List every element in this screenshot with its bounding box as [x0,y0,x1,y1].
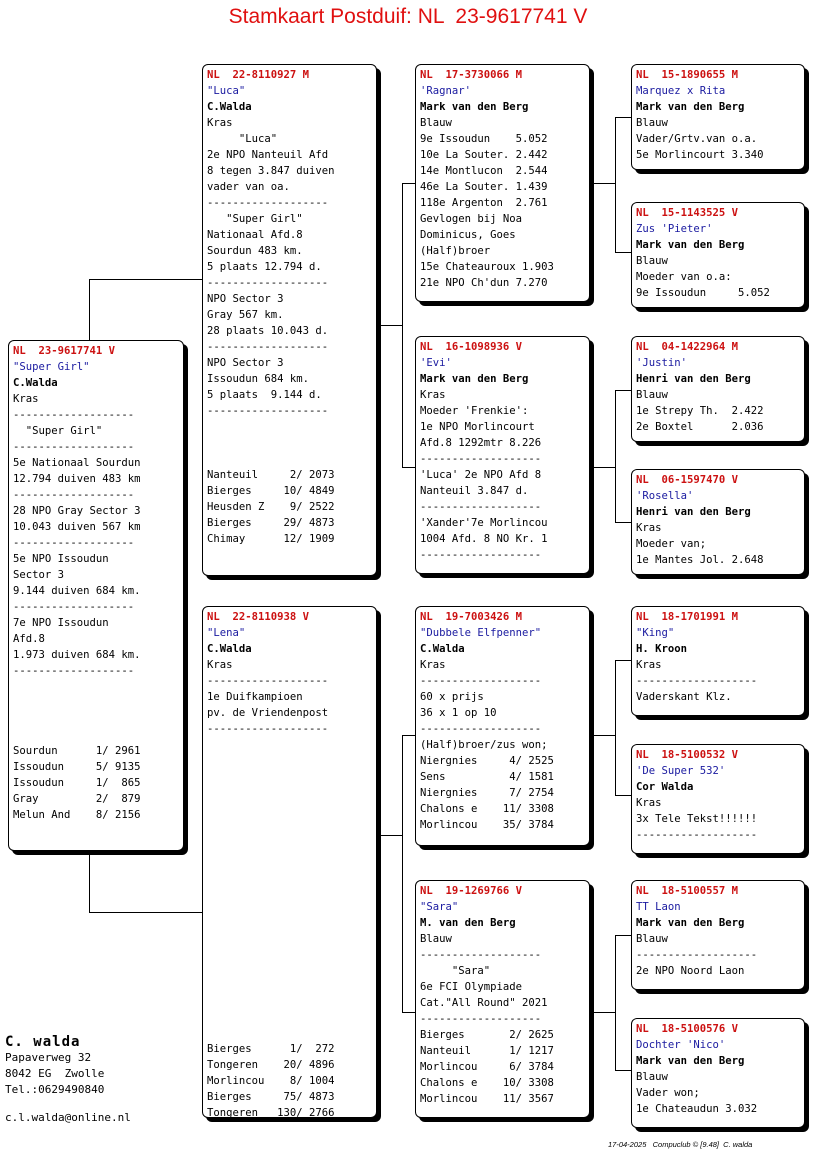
info-line: 9e Issoudun 5.052 [636,287,770,299]
info-line [207,753,372,769]
pigeon-name: "Luca" [207,85,246,97]
info-line: 60 x prijs [420,691,484,703]
breeder-name: Henri van den Berg [636,506,751,518]
info-line: Gevlogen bij Noa [420,213,523,225]
info-line: "Super Girl" [13,425,103,437]
page-title: Stamkaart Postduif: NL 23-9617741 V [228,5,588,28]
info-line [207,785,372,801]
owner-phone: Tel.:0629490840 [5,1083,105,1096]
info-line: 5 plaats 12.794 d. [207,261,322,273]
info-line: Kras [207,659,233,671]
pigeon-card-fmm [631,469,805,575]
info-line [207,977,372,993]
info-line: Kras [636,797,662,809]
info-line: Moeder van o.a: [636,271,732,283]
info-line: Gray 2/ 879 [13,793,141,805]
info-line: Sector 3 [13,569,65,581]
info-line: Blauw [420,933,452,945]
info-line: 2e NPO Nanteuil Afd [207,149,329,161]
info-line [207,737,372,753]
info-line: 6e FCI Olympiade [420,981,523,993]
info-line: 118e Argenton 2.761 [420,197,548,209]
info-line [207,913,372,929]
breeder-name: Mark van den Berg [420,373,529,385]
ring-number: NL 18-5100576 V [636,1023,739,1035]
owner-street: Papaverweg 32 [5,1051,92,1064]
info-line: ------------------- [420,549,542,561]
info-line: Kras [636,522,662,534]
ring-number: NL 15-1890655 M [636,69,739,81]
info-line: Dominicus, Goes [420,229,516,241]
info-line: "Super Girl" [207,213,303,225]
info-line [207,1025,372,1041]
info-line [13,679,179,695]
breeder-name: H. Kroon [636,643,688,655]
info-line: 1.973 duiven 684 km. [13,649,141,661]
breeder-name: Mark van den Berg [636,917,745,929]
owner-name: C. walda [5,1034,81,1050]
ring-number: NL 15-1143525 V [636,207,739,219]
info-line [207,1009,372,1025]
info-line: ------------------- [420,453,542,465]
info-line: 9.144 duiven 684 km. [13,585,141,597]
pigeon-name: Dochter 'Nico' [636,1039,726,1051]
info-line: Vader/Grtv.van o.a. [636,133,758,145]
footer-credit: 17-04-2025 Compuclub © [9.48] C. walda [608,1140,753,1149]
pigeon-card-father-mother [415,336,590,574]
info-line: ------------------- [420,949,542,961]
info-line: Kras [636,659,662,671]
info-line: Nanteuil 3.847 d. [420,485,529,497]
info-line: 9e Issoudun 5.052 [420,133,548,145]
info-line: "Luca" [207,133,278,145]
info-line: 5e NPO Issoudun [13,553,109,565]
info-line [207,769,372,785]
info-line: ------------------- [13,409,135,421]
info-line: Issoudun 5/ 9135 [13,761,141,773]
info-line: Niergnies 4/ 2525 [420,755,554,767]
info-line: Afd.8 1292mtr 8.226 [420,437,542,449]
pigeon-card-father [202,64,377,576]
breeder-name: Mark van den Berg [636,1055,745,1067]
info-line: ------------------- [636,829,758,841]
ring-number: NL 19-7003426 M [420,611,523,623]
info-line: Niergnies 7/ 2754 [420,787,554,799]
breeder-name: C.Walda [207,643,252,655]
pigeon-card-subject [8,340,184,851]
info-line: 21e NPO Ch'dun 7.270 [420,277,548,289]
info-line: 28 plaats 10.043 d. [207,325,329,337]
info-line: 5 plaats 9.144 d. [207,389,322,401]
pigeon-name: Marquez x Rita [636,85,726,97]
pigeon-card-fff [631,64,805,170]
info-line: ------------------- [207,675,329,687]
ring-number: NL 16-1098936 V [420,341,523,353]
ring-number: NL 23-9617741 V [13,345,116,357]
info-line: Issoudun 684 km. [207,373,310,385]
breeder-name: C.Walda [420,643,465,655]
ring-number: NL 19-1269766 V [420,885,523,897]
info-line [207,817,372,833]
info-line: NPO Sector 3 [207,357,284,369]
info-line: ------------------- [13,441,135,453]
pigeon-name: TT Laon [636,901,681,913]
info-line: (Half)broer [420,245,491,257]
info-line: 1e Duifkampioen [207,691,303,703]
info-line: ------------------- [207,197,329,209]
info-line: 28 NPO Gray Sector 3 [13,505,141,517]
info-line: Melun And 8/ 2156 [13,809,141,821]
pigeon-card-mmf [631,880,805,990]
info-line: Chimay 12/ 1909 [207,533,335,545]
info-line: Bierges 75/ 4873 [207,1091,335,1103]
info-line [207,897,372,913]
info-line: "Sara" [420,965,491,977]
info-line [207,881,372,897]
ring-number: NL 06-1597470 V [636,474,739,486]
info-line: Blauw [636,389,668,401]
pigeon-card-mfm [631,744,805,854]
pigeon-name: 'Justin' [636,357,688,369]
info-line: Tongeren 130/ 2766 [207,1107,335,1118]
info-line: 3x Tele Tekst!!!!!! [636,813,758,825]
info-line [207,451,372,467]
pigeon-name: 'Evi' [420,357,452,369]
info-line: Morlincou 35/ 3784 [420,819,554,831]
info-line: ------------------- [636,675,758,687]
info-line: ------------------- [636,949,758,961]
info-line [13,695,179,711]
info-line: 2e NPO Noord Laon [636,965,745,977]
pigeon-card-mother [202,606,377,1118]
pigeon-card-mother-mother [415,880,590,1118]
info-line: Bierges 1/ 272 [207,1043,335,1055]
pigeon-card-mother-father [415,606,590,846]
info-line: Moeder 'Frenkie': [420,405,529,417]
info-line: Vaderskant Klz. [636,691,732,703]
info-line [13,727,179,743]
info-line: Sourdun 1/ 2961 [13,745,141,757]
info-line: 5e Nationaal Sourdun [13,457,141,469]
info-line: (Half)broer/zus won; [420,739,548,751]
info-line [207,849,372,865]
owner-city: 8042 EG Zwolle [5,1067,105,1080]
info-line: Chalons e 11/ 3308 [420,803,554,815]
breeder-name: Mark van den Berg [420,101,529,113]
breeder-name: Mark van den Berg [636,101,745,113]
info-line: vader van oa. [207,181,290,193]
info-line: Kras [420,659,446,671]
info-line: Kras [207,117,233,129]
owner-block [5,1034,131,1126]
pigeon-name: "King" [636,627,675,639]
pigeon-name: "Super Girl" [13,361,90,373]
info-line: 1e NPO Morlincourt [420,421,535,433]
pigeon-name: 'Rosella' [636,490,694,502]
pigeon-card-fmf [631,336,805,442]
info-line [13,711,179,727]
info-line [207,801,372,817]
info-line: pv. de Vriendenpost [207,707,329,719]
info-line: Blauw [420,117,452,129]
pigeon-name: "Sara" [420,901,459,913]
ring-number: NL 17-3730066 M [420,69,523,81]
info-line: Afd.8 [13,633,45,645]
info-line: Bierges 29/ 4873 [207,517,335,529]
info-line: Bierges 10/ 4849 [207,485,335,497]
info-line: ------------------- [207,341,329,353]
info-line: 1e Strepy Th. 2.422 [636,405,764,417]
info-line: 14e Montlucon 2.544 [420,165,548,177]
info-line: Tongeren 20/ 4896 [207,1059,335,1071]
info-line: ------------------- [420,723,542,735]
info-line: Blauw [636,1071,668,1083]
info-line: 1e Chateaudun 3.032 [636,1103,758,1115]
ring-number: NL 18-5100532 V [636,749,739,761]
info-line: ------------------- [420,1013,542,1025]
ring-number: NL 22-8110938 V [207,611,310,623]
info-line [207,929,372,945]
pigeon-card-father-father [415,64,590,302]
ring-number: NL 18-1701991 M [636,611,739,623]
pigeon-name: Zus 'Pieter' [636,223,713,235]
info-line: ------------------- [420,675,542,687]
breeder-name: M. van den Berg [420,917,516,929]
pigeon-name: 'Ragnar' [420,85,472,97]
breeder-name: Mark van den Berg [636,239,745,251]
info-line: Moeder van; [636,538,707,550]
info-line: Gray 567 km. [207,309,284,321]
info-line: Morlincou 11/ 3567 [420,1093,554,1105]
info-line: Bierges 2/ 2625 [420,1029,554,1041]
info-line: 5e Morlincourt 3.340 [636,149,764,161]
info-line: 8 tegen 3.847 duiven [207,165,335,177]
info-line: 15e Chateauroux 1.903 [420,261,554,273]
info-line [207,993,372,1009]
pigeon-card-mff [631,606,805,716]
ring-number: NL 22-8110927 M [207,69,310,81]
info-line: Kras [420,389,446,401]
info-line [207,833,372,849]
info-line: Morlincou 8/ 1004 [207,1075,335,1087]
info-line: 10.043 duiven 567 km [13,521,141,533]
info-line: Nanteuil 1/ 1217 [420,1045,554,1057]
info-line: Morlincou 6/ 3784 [420,1061,554,1073]
owner-email[interactable]: c.l.walda@online.nl [5,1111,131,1124]
info-line: 1004 Afd. 8 NO Kr. 1 [420,533,548,545]
info-line: ------------------- [207,405,329,417]
info-line: 36 x 1 op 10 [420,707,497,719]
info-line: Heusden Z 9/ 2522 [207,501,335,513]
info-line: ------------------- [420,501,542,513]
info-line [207,945,372,961]
info-line: 46e La Souter. 1.439 [420,181,548,193]
pigeon-name: "Lena" [207,627,246,639]
info-line: Blauw [636,117,668,129]
info-line: Sens 4/ 1581 [420,771,554,783]
info-line: 12.794 duiven 483 km [13,473,141,485]
info-line: 'Xander'7e Morlincou [420,517,548,529]
info-line: 2e Boxtel 2.036 [636,421,764,433]
info-line [207,435,372,451]
info-line: Blauw [636,255,668,267]
info-line: Vader won; [636,1087,700,1099]
info-line: Cat."All Round" 2021 [420,997,548,1009]
pigeon-name: 'De Super 532' [636,765,726,777]
pigeon-card-mmm [631,1018,805,1128]
info-line: ------------------- [207,723,329,735]
info-line: 10e La Souter. 2.442 [420,149,548,161]
ring-number: NL 04-1422964 M [636,341,739,353]
info-line: Issoudun 1/ 865 [13,777,141,789]
info-line: Nanteuil 2/ 2073 [207,469,335,481]
info-line: Kras [13,393,39,405]
info-line [207,419,372,435]
info-line [207,865,372,881]
info-line: Sourdun 483 km. [207,245,303,257]
breeder-name: Henri van den Berg [636,373,751,385]
info-line: Nationaal Afd.8 [207,229,303,241]
info-line: 1e Mantes Jol. 2.648 [636,554,764,566]
pigeon-name: "Dubbele Elfpenner" [420,627,542,639]
info-line: ------------------- [13,489,135,501]
breeder-name: C.Walda [207,101,252,113]
breeder-name: Cor Walda [636,781,694,793]
info-line: NPO Sector 3 [207,293,284,305]
pigeon-card-ffm [631,202,805,308]
info-line [207,961,372,977]
info-line: Chalons e 10/ 3308 [420,1077,554,1089]
info-line: ------------------- [207,277,329,289]
info-line: 7e NPO Issoudun [13,617,109,629]
breeder-name: C.Walda [13,377,58,389]
info-line: ------------------- [13,537,135,549]
info-line: ------------------- [13,601,135,613]
ring-number: NL 18-5100557 M [636,885,739,897]
info-line: Blauw [636,933,668,945]
info-line: 'Luca' 2e NPO Afd 8 [420,469,542,481]
info-line: ------------------- [13,665,135,677]
